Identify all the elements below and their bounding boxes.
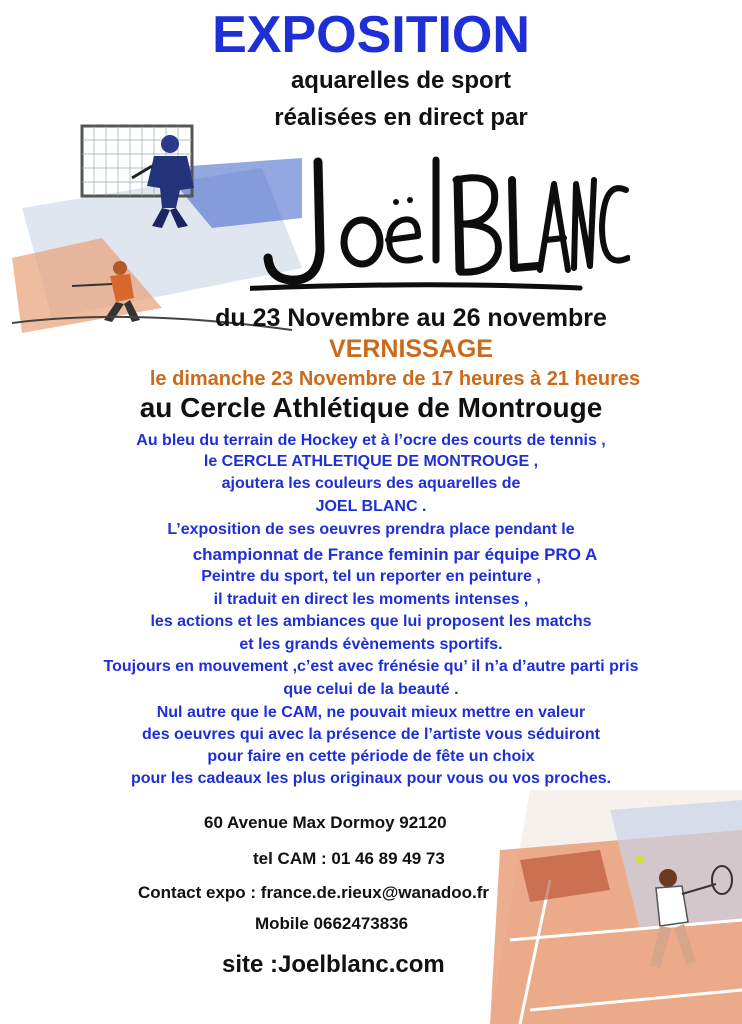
poster-subtitle-2: réalisées en direct par [274,104,528,131]
body-line: les actions et les ambiances que lui proposent les matchs [150,613,592,630]
body-line: Nul autre que le CAM, ne pouvait mieux mettre en valeur [156,704,586,721]
poster-subtitle-1: aquarelles de sport [290,67,512,94]
body-line: Au bleu du terrain de Hockey et à l’ocre des courts de tennis , [136,432,606,449]
vernissage-time: le dimanche 23 Novembre de 17 heures à 21 heures [149,368,641,390]
phone: tel CAM : 01 46 89 49 73 [253,849,445,868]
body-line: Toujours en mouvement ,c’est avec frénésie qu’ il n’a d’autre parti pris [103,658,639,675]
body-line: Peintre du sport, tel un reporter en peinture , [201,568,541,585]
contact-email[interactable]: Contact expo : france.de.rieux@wanadoo.fr [138,883,489,902]
body-line: JOEL BLANC . [315,498,427,515]
exhibition-dates: du 23 Novembre au 26 novembre [215,304,607,332]
body-line: des oeuvres qui avec la présence de l’artiste vous séduiront [142,726,600,743]
body-line: pour faire en cette période de fête un choix [207,748,535,765]
tennis-watercolor-illustration [490,790,742,1024]
body-line: ajoutera les couleurs des aquarelles de [221,475,521,492]
body-line-highlight: championnat de France feminin par équipe PRO A [192,545,598,564]
body-line: le CERCLE ATHLETIQUE DE MONTROUGE , [203,453,539,470]
mobile: Mobile 0662473836 [255,914,409,933]
website-link[interactable]: site :Joelblanc.com [222,951,445,978]
venue-title: au Cercle Athlétique de Montrouge [139,392,603,423]
body-line: pour les cadeaux les plus originaux pour vous ou vos proches. [130,770,612,787]
body-line: et les grands évènements sportifs. [239,636,503,653]
body-line: que celui de la beauté . [283,681,459,698]
body-line: L’exposition de ses oeuvres prendra place pendant le [167,521,575,538]
artist-signature-logo [250,140,630,300]
vernissage-label: VERNISSAGE [329,335,493,363]
poster-title: EXPOSITION [212,6,530,64]
address: 60 Avenue Max Dormoy 92120 [204,813,447,832]
body-line: il traduit en direct les moments intenses , [213,591,529,608]
